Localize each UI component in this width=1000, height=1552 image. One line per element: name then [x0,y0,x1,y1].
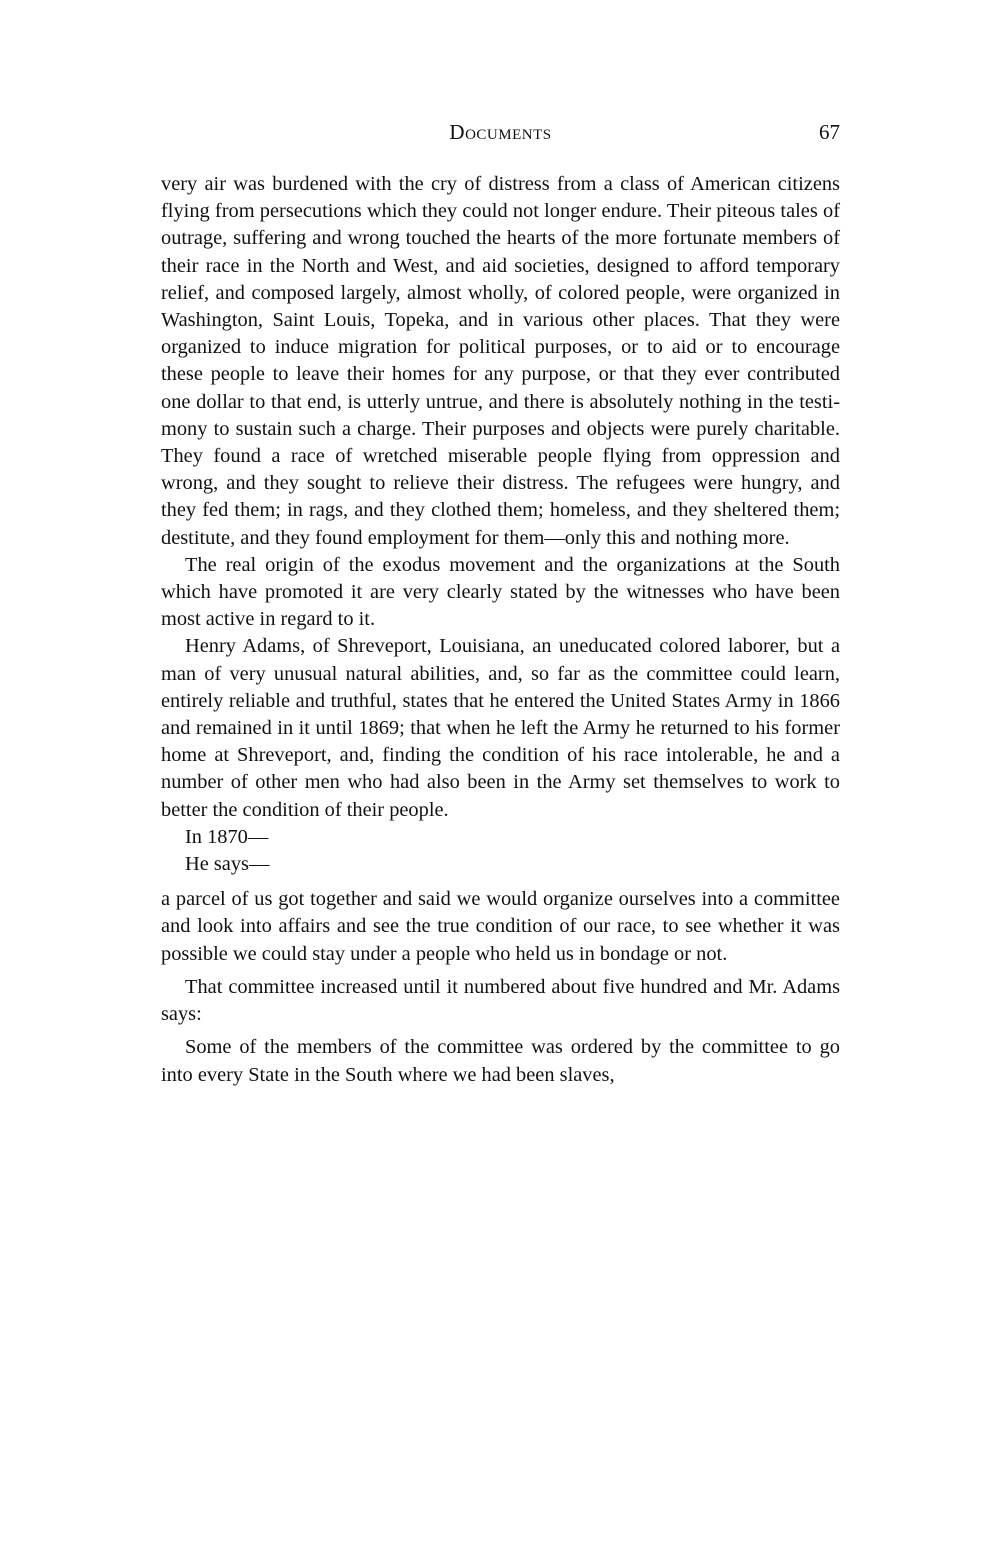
paragraph-quote-members: Some of the members of the committee was ordered by the committee to go into every State in the South where we had been slaves, [161,1036,840,1086]
page-number: 67 [819,120,840,144]
block-quote-testimony: a parcel of us got together and said we would organize ourselves into a committee and look into affairs and see the true condition of our race, to see whether it was possible we could stay under a people who held us in bondage or not. [161,888,840,965]
paragraph-in-1870: In 1870— [185,825,269,848]
paragraph-continuation: very air was burdened with the cry of distress from a class of American citizens flying from persecutions which they could not longer endure. Their piteous tales of outrage, suffering and wrong touched the hearts of the more fortunate members of their race in the North and West, and aid societies, designed to afford temporary relief, and composed largely, almost wholly, of colored people, were organized in Washington, Saint Louis, Topeka, and in various other places. That they were organized to induce migration for political purposes, or to aid or to encourage these people to leave their homes for any purpose, or that they ever contributed one dollar to that end, is utterly untrue, and there is absolutely nothing in the testimony to sustain such a charge. Their purposes and objects were purely charitable. They found a race of wretched miserable people flying from oppression and wrong, and they sought to relieve their distress. The refugees were hungry, and they fed them; in rags, and they clothed them; homeless, and they sheltered them; destitute, and they found employment for them—only this and nothing more. [161,173,840,549]
paragraph-exodus-origin: The real origin of the exodus movement and the organizations at the South which have promoted it are very clearly stated by the witnesses who have been most active in regard to it. [161,553,840,631]
running-title: Documents [449,120,552,144]
running-head [161,112,840,152]
paragraph-he-says: He says— [185,853,270,876]
document-page [161,112,840,1089]
paragraph-henry-adams: Henry Adams, of Shreveport, Louisiana, an uneducated colored laborer, but a man of very unusual natural abilities, and, so far as the committee could learn, entirely reliable and truthful, states that he entered the United States Army in 1866 and remained in it until 1869; that when he left the Army he returned to his former home at Shreveport, and, finding the condition of his race intolerable, he and a number of other men who had also been in the Army set themselves to work to better the condition of their people. [161,635,840,821]
paragraph-committee-increased: That committee increased until it numbered about five hundred and Mr. Adams says: [161,975,840,1026]
body-text [161,171,840,1089]
